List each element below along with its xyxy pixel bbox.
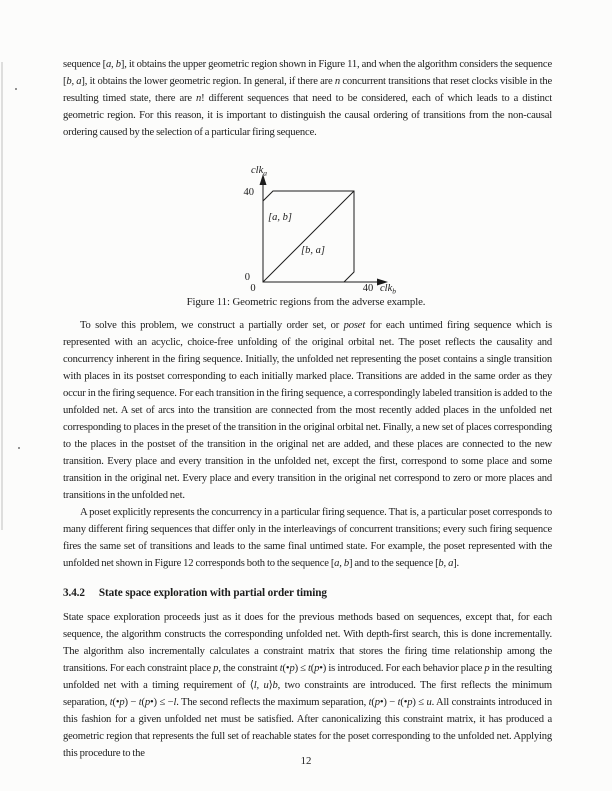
- y-axis-tick-0: 0: [244, 272, 250, 283]
- diagonal-line: [263, 191, 354, 282]
- paragraph-3: A poset explicitly represents the concurrency in a particular firing sequence. That is, a particular poset corresponds to many different firing sequences that differ only in the interleavings of concurrent transitions; every such firing sequence fires the same set of transitions and leads to the same final untimed state. For example, the poset represented with the unfolded net shown in Figure 12 corresponds both to the sequence [a, b] and to the sequence [b, a].: [63, 507, 552, 569]
- paragraph-1: sequence [a, b], it obtains the upper geometric region shown in Figure 11, and when the algorithm considers the sequence [b, a], it obtains the lower geometric region. In general, if there are n concurrent transitions that reset clocks visible in the resulting timed state, there are n! different sequences that need to be considered, each of which leads to a distinct geometric region. For this reason, it is important to distinguish the causal ordering of transitions from the non-causal ordering caused by the selection of a particular firing sequence.: [63, 59, 553, 138]
- page-number: 12: [300, 755, 312, 767]
- figure-11-diagram: [224, 158, 424, 303]
- region-label-lower: [b, a]: [301, 245, 325, 256]
- x-axis-tick-0: 0: [250, 283, 256, 294]
- region-label-upper: [a, b]: [268, 212, 292, 223]
- scan-artifact-dot: [18, 447, 20, 449]
- figure-caption: Figure 11: Geometric regions from the adverse example.: [186, 296, 426, 308]
- y-axis-tick-40: 40: [243, 187, 254, 198]
- paragraph-4: State space exploration proceeds just as it does for the previous methods based on sequences, except that, for each sequence, the algorithm constructs the corresponding unfolded net. With depth-first search, this is done incrementally. The algorithm also incrementally calculates a constraint matrix that stores the firing time relationship among the transitions. For each constraint place p, the constraint t(•p) ≤ t(p•) is introduced. For each behavior place p in the resulting unfolded net with a timing requirement of ⟨l, u⟩b, two constraints are introduced. The first reflects the minimum separation, t(•p) − t(p•) ≤ −l. The second reflects the maximum separation, t(p•) − t(•p) ≤ u. All constraints introduced in this fashion for a given unfolded net must be satisfied. After canonicalizing this constraint matrix, it has produced a geometric region that represents the full set of reachable states for the poset corresponding to the unfolded net. Applying this procedure to the: [63, 612, 552, 759]
- section-title: State space exploration with partial order timing: [98, 587, 327, 599]
- paragraph-2: To solve this problem, we construct a partially order set, or poset for each untimed firing sequence which is represented with an acyclic, choice-free unfolding of the original orbital net. The poset reflects the causality and concurrency inherent in the firing sequence. Initially, the unfolded net representing the poset contains a single transition with places in its postset corresponding to each initially marked place. Transitions are added in the same order as they occur in the firing sequence. For each transition in the firing sequence, a correspondingly labeled transition is added to the unfolded net. A set of arcs into the transition are connected from the most recently added places in the unfolded net corresponding to places in the preset of the transition in the original orbital net. Finally, a new set of places corresponding to the places in the postset of the transition in the original net are added, and these places are connected to the new transition. Every place and every transition in the unfolded net, except the first, correspond to some place and some transition in the original net. Every place and every transition in the original net correspond to zero or more places and transitions in the unfolded net.: [63, 320, 553, 501]
- section-number: 3.4.2: [63, 587, 85, 599]
- section-heading: [63, 587, 552, 599]
- text-column: [63, 317, 552, 762]
- y-axis-label: clk$_a$: [251, 165, 267, 178]
- x-axis-label: clk$_b$: [380, 283, 396, 296]
- scan-artifact-line: [1, 62, 3, 530]
- scan-artifact-dot: [15, 88, 17, 90]
- x-axis-tick-40: 40: [362, 283, 374, 294]
